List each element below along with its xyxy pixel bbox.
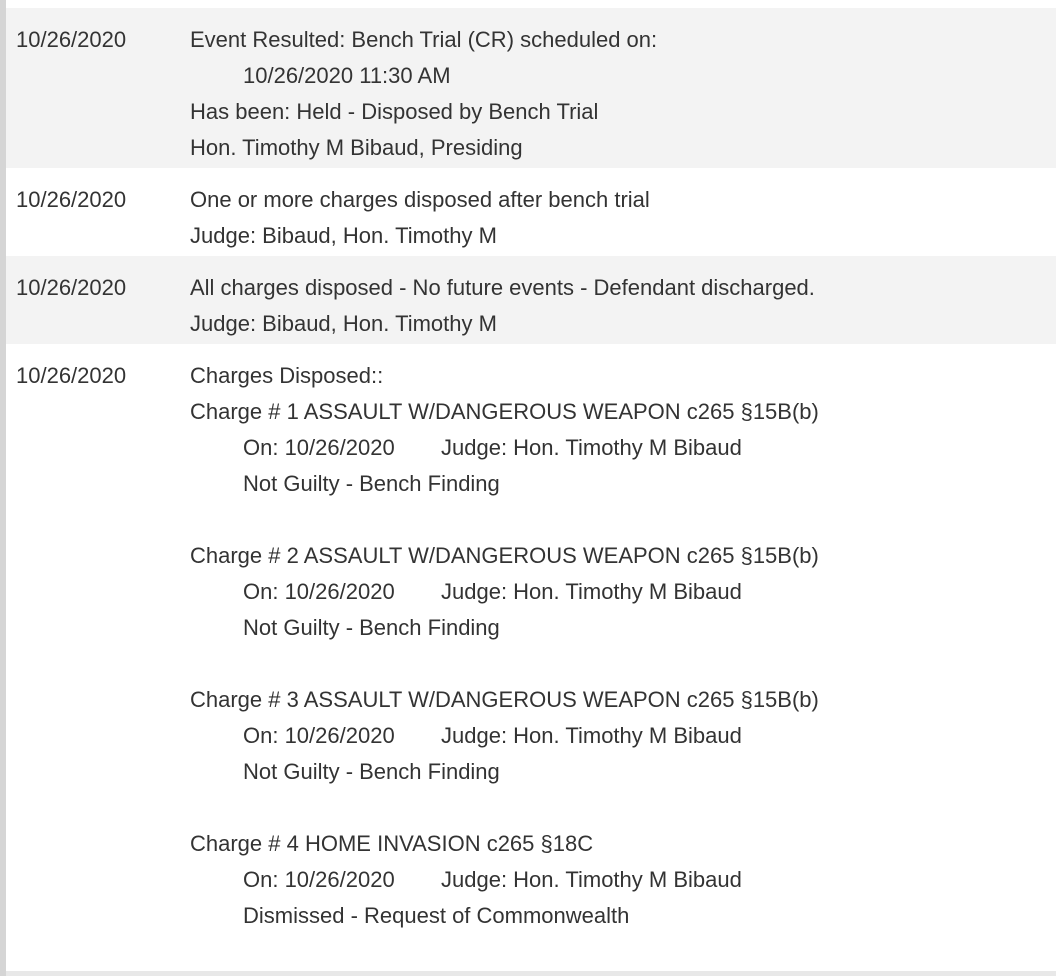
entry-date: 10/26/2020 <box>16 187 127 212</box>
entry-line: Event Resulted: Bench Trial (CR) scheduled on: <box>190 27 658 52</box>
entry-line: Judge: Bibaud, Hon. Timothy M <box>190 311 497 336</box>
charge-judge: Judge: Hon. Timothy M Bibaud <box>441 579 742 604</box>
entry-line: One or more charges disposed after bench trial <box>190 187 650 212</box>
charge-date: On: 10/26/2020 <box>243 723 395 748</box>
entry-date: 10/26/2020 <box>16 27 127 52</box>
charge-title: Charge # 1 ASSAULT W/DANGEROUS WEAPON c265 §15B(b) <box>190 399 819 424</box>
charge-on-judge <box>190 862 1056 898</box>
entry-date: 10/26/2020 <box>16 363 127 388</box>
charge-on-judge <box>190 430 1056 466</box>
charge-date: On: 10/26/2020 <box>243 867 395 892</box>
docket-entry <box>6 168 1056 256</box>
docket-entry <box>6 256 1056 344</box>
entry-line: 10/26/2020 11:30 AM <box>243 63 451 88</box>
charges-disposed <box>190 358 1056 934</box>
docket-entry <box>6 344 1056 964</box>
charge-disposition: Not Guilty - Bench Finding <box>243 759 500 784</box>
charge-title: Charge # 4 HOME INVASION c265 §18C <box>190 831 594 856</box>
entry-line: Hon. Timothy M Bibaud, Presiding <box>190 135 523 160</box>
entry-text <box>190 22 1056 166</box>
entry-text <box>190 182 1056 254</box>
charge-date: On: 10/26/2020 <box>243 579 395 604</box>
charge-disposition: Not Guilty - Bench Finding <box>243 615 500 640</box>
charge-on-judge <box>190 574 1056 610</box>
entry-line: Judge: Bibaud, Hon. Timothy M <box>190 223 497 248</box>
charge-disposition: Not Guilty - Bench Finding <box>243 471 500 496</box>
charge-title: Charge # 2 ASSAULT W/DANGEROUS WEAPON c265 §15B(b) <box>190 543 819 568</box>
charge-on-judge <box>190 718 1056 754</box>
charge-date: On: 10/26/2020 <box>243 435 395 460</box>
charge-block <box>190 826 1056 934</box>
entry-line: All charges disposed - No future events - Defendant discharged. <box>190 275 815 300</box>
charges-heading: Charges Disposed:: <box>190 363 384 388</box>
charge-title: Charge # 3 ASSAULT W/DANGEROUS WEAPON c265 §15B(b) <box>190 687 819 712</box>
charge-judge: Judge: Hon. Timothy M Bibaud <box>441 867 742 892</box>
charge-block <box>190 682 1056 826</box>
bottom-border <box>6 971 1056 976</box>
charge-block <box>190 538 1056 682</box>
charge-judge: Judge: Hon. Timothy M Bibaud <box>441 435 742 460</box>
entry-line: Has been: Held - Disposed by Bench Trial <box>190 99 599 124</box>
docket-entry <box>6 8 1056 168</box>
charge-judge: Judge: Hon. Timothy M Bibaud <box>441 723 742 748</box>
entry-date: 10/26/2020 <box>16 275 127 300</box>
charge-block <box>190 394 1056 538</box>
entry-text <box>190 270 1056 342</box>
charge-disposition: Dismissed - Request of Commonwealth <box>243 903 630 928</box>
top-spacer <box>6 0 1056 8</box>
